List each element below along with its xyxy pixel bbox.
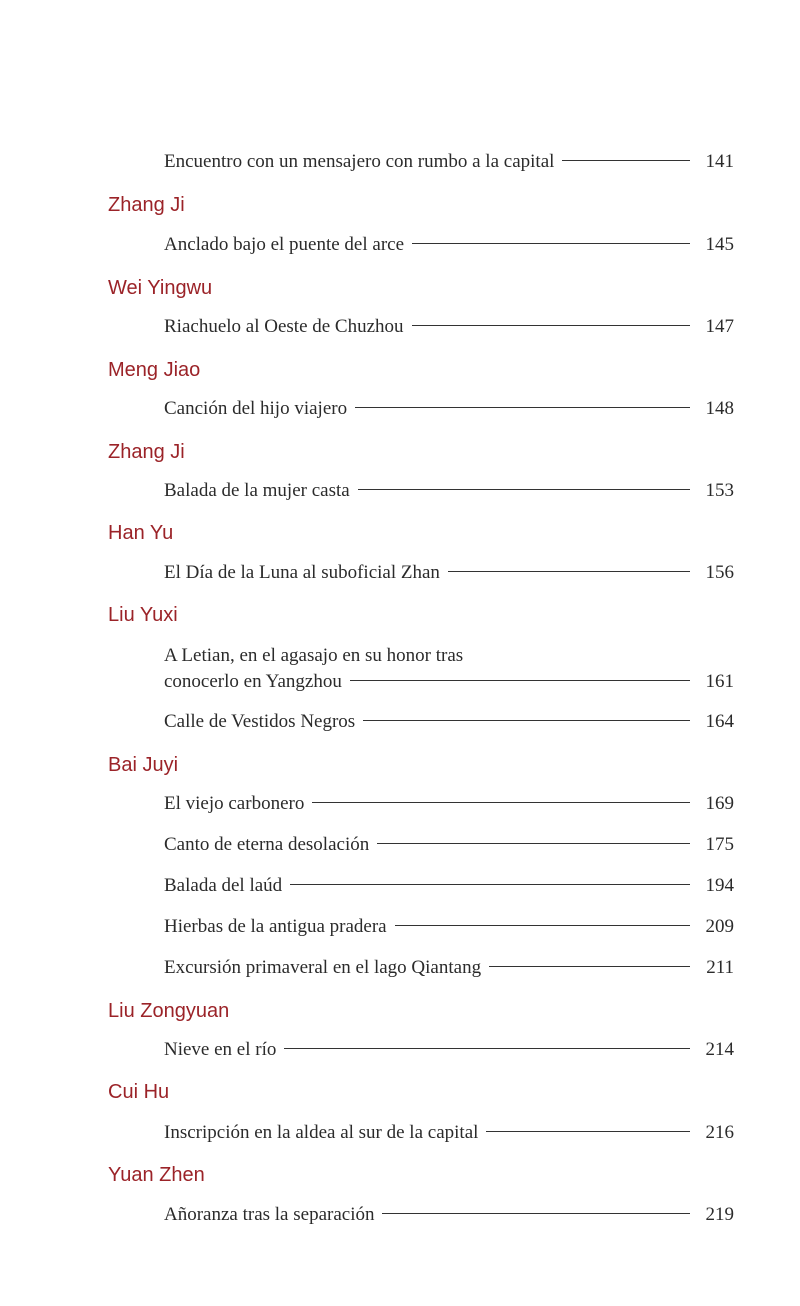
entry-title: Balada de la mujer casta xyxy=(164,480,350,501)
entry-title: Canción del hijo viajero xyxy=(164,398,348,419)
author-heading: Meng Jiao xyxy=(108,359,201,381)
toc-entry[interactable] xyxy=(164,1202,734,1228)
author-heading: Liu Zongyuan xyxy=(108,1000,230,1022)
entry-page-number: 153 xyxy=(705,480,734,501)
entry-title-line1: A Letian, en el agasajo en su honor tras xyxy=(164,645,464,666)
entry-title: Encuentro con un mensajero con rumbo a la capital xyxy=(164,151,555,172)
entry-page-number: 175 xyxy=(705,834,734,855)
entry-page-number: 141 xyxy=(705,151,734,172)
author-heading: Zhang Ji xyxy=(108,441,185,463)
entry-page-number: 169 xyxy=(705,793,734,814)
toc-entry[interactable] xyxy=(164,314,734,340)
entry-title: Calle de Vestidos Negros xyxy=(164,711,356,732)
toc-entry[interactable] xyxy=(164,643,734,695)
toc-entry[interactable] xyxy=(164,560,734,586)
dot-leader xyxy=(363,720,690,721)
entry-title: Excursión primaveral en el lago Qiantang xyxy=(164,957,482,978)
entry-page-number: 145 xyxy=(705,234,734,255)
entry-title: Riachuelo al Oeste de Chuzhou xyxy=(164,316,404,337)
toc-entry[interactable] xyxy=(164,149,734,175)
toc-entry[interactable] xyxy=(164,791,734,817)
author-heading: Cui Hu xyxy=(108,1081,170,1103)
toc-entry[interactable] xyxy=(164,1037,734,1063)
dot-leader xyxy=(395,925,690,926)
entry-page-number: 194 xyxy=(705,875,734,896)
dot-leader xyxy=(284,1048,690,1049)
entry-page-number: 219 xyxy=(705,1204,734,1225)
dot-leader xyxy=(290,884,690,885)
toc-entry[interactable] xyxy=(164,914,734,940)
dot-leader xyxy=(312,802,690,803)
entry-title: Inscripción en la aldea al sur de la capital xyxy=(164,1122,479,1143)
entry-page-number: 147 xyxy=(705,316,734,337)
author-heading: Liu Yuxi xyxy=(108,604,178,626)
toc-entry[interactable] xyxy=(164,955,734,981)
entry-title: Balada del laúd xyxy=(164,875,283,896)
dot-leader xyxy=(412,325,690,326)
entry-title: conocerlo en Yangzhou xyxy=(164,671,342,692)
entry-page-number: 214 xyxy=(705,1039,734,1060)
toc-entry[interactable] xyxy=(164,832,734,858)
toc-entry[interactable] xyxy=(164,232,734,258)
dot-leader xyxy=(486,1131,690,1132)
toc-entry[interactable] xyxy=(164,873,734,899)
author-heading: Han Yu xyxy=(108,522,174,544)
toc-entry[interactable] xyxy=(164,478,734,504)
entry-title: Nieve en el río xyxy=(164,1039,277,1060)
toc-entry[interactable] xyxy=(164,709,734,735)
dot-leader xyxy=(382,1213,690,1214)
author-heading: Yuan Zhen xyxy=(108,1164,205,1186)
entry-title: Anclado bajo el puente del arce xyxy=(164,234,405,255)
entry-page-number: 211 xyxy=(706,957,734,978)
entry-page-number: 164 xyxy=(705,711,734,732)
entry-title: Canto de eterna desolación xyxy=(164,834,370,855)
author-heading: Wei Yingwu xyxy=(108,277,213,299)
entry-page-number: 161 xyxy=(705,671,734,692)
toc-entry[interactable] xyxy=(164,1120,734,1146)
entry-title: Añoranza tras la separación xyxy=(164,1204,375,1225)
entry-page-number: 216 xyxy=(705,1122,734,1143)
dot-leader xyxy=(412,243,690,244)
entry-page-number: 209 xyxy=(705,916,734,937)
dot-leader xyxy=(489,966,690,967)
entry-page-number: 156 xyxy=(705,562,734,583)
dot-leader xyxy=(358,489,690,490)
author-heading: Bai Juyi xyxy=(108,754,179,776)
dot-leader xyxy=(355,407,690,408)
author-heading: Zhang Ji xyxy=(108,194,185,216)
dot-leader xyxy=(350,680,690,681)
entry-title: Hierbas de la antigua pradera xyxy=(164,916,387,937)
entry-title: El viejo carbonero xyxy=(164,793,305,814)
dot-leader xyxy=(562,160,690,161)
dot-leader xyxy=(377,843,690,844)
entry-page-number: 148 xyxy=(705,398,734,419)
dot-leader xyxy=(448,571,690,572)
entry-title: El Día de la Luna al suboficial Zhan xyxy=(164,562,440,583)
toc-entry[interactable] xyxy=(164,396,734,422)
